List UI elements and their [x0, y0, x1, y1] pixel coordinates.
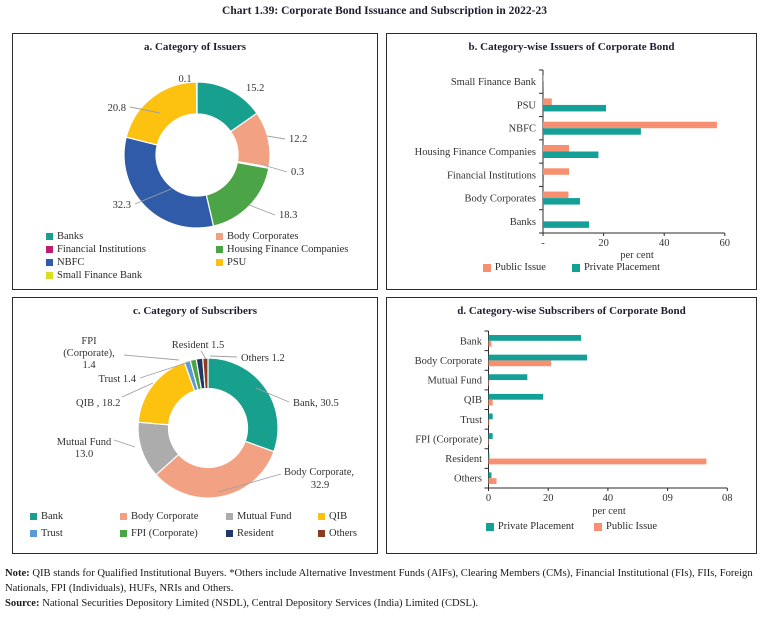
bar-public-issue-others [489, 478, 497, 484]
bar-category-label: Bank [459, 336, 482, 348]
bar-public-issue-qib [489, 400, 493, 406]
donut-callout-body-corporate: 32.9 [310, 480, 330, 491]
panel-b-title: b. Category-wise Issuers of Corporate Bond [468, 41, 675, 53]
bar-category-label: Housing Finance Companies [414, 147, 536, 158]
bar-category-label: Mutual Fund [427, 375, 482, 387]
donut-callout-fpi-corporate: FPI [81, 336, 97, 347]
panel-categorywise-issuers [386, 33, 757, 290]
x-tick-label: 60 [719, 238, 731, 249]
donut-slice-bank [208, 358, 278, 452]
panel-d-title: d. Category-wise Subscribers of Corporate Bond [457, 305, 686, 317]
legend-label: Financial Institutions [57, 244, 146, 255]
bar-public-issue-body-corporate [489, 360, 552, 366]
legend-swatch-bank [30, 513, 37, 520]
donut-callout-qib: QIB , 18.2 [76, 398, 121, 409]
page-title: Chart 1.39: Corporate Bond Issuance and Subscription in 2022-23 [222, 5, 547, 17]
callout-leader-line [124, 355, 179, 360]
bar-category-label: Others [454, 473, 482, 485]
legend-swatch-others [318, 530, 325, 537]
bar-public-issue-psu [543, 98, 552, 105]
donut-callout-nbfc: 32.3 [112, 200, 131, 211]
donut-slice-qib [138, 362, 194, 425]
bar-private-placement-fpi-corporate [489, 433, 493, 439]
legend-label: Body Corporates [227, 231, 299, 242]
x-tick-label: 08 [722, 493, 733, 504]
bar-category-label: Resident [445, 454, 482, 466]
legend-label: Banks [57, 231, 84, 242]
donut-callout-mutual-fund: Mutual Fund [56, 437, 112, 448]
legend-item-financial-institutions [46, 243, 216, 256]
note-label: Note: [5, 568, 30, 579]
donut-slice-housing-finance-companies [206, 162, 269, 226]
bar-public-issue-fpi-corporate [489, 439, 490, 445]
panel-category-of-issuers [12, 33, 378, 290]
legend-label: Private Placement [583, 262, 661, 273]
legend-swatch-private-placement [572, 264, 580, 272]
callout-leader-line [267, 136, 285, 139]
donut-callout-body-corporates: 12.2 [289, 134, 308, 145]
legend-swatch-housing-finance-companies [216, 246, 223, 253]
legend-label: Housing Finance Companies [227, 244, 349, 255]
x-tick-label: 0 [485, 493, 492, 504]
bar-category-label: Banks [509, 216, 536, 228]
x-tick-label: 20 [542, 493, 554, 504]
callout-leader-line [210, 356, 237, 357]
bar-public-issue-small-finance-bank [543, 75, 544, 82]
bar-private-placement-others [489, 472, 492, 478]
bar-public-issue-housing-finance-companies [543, 145, 569, 152]
callout-leader-line [249, 205, 275, 215]
legend-item-housing-finance-companies [216, 243, 348, 256]
note-text: QIB stands for Qualified Institutional Buyers. *Others include Alternative Investment Funds (AIFs), Clearing Members (CMs), Financial Institutional (FIs), FIIs, Foreign Nationals, FPI (Individuals), HUFs, NRIs and Others. [5, 568, 753, 595]
legend-label: FPI (Corporate) [131, 528, 198, 539]
legend-item-private-placement [486, 520, 574, 533]
legend-item-bank [30, 510, 120, 523]
donut-callout-resident: Resident 1.5 [171, 340, 225, 351]
x-axis-label: per cent [592, 506, 626, 517]
donut-callout-trust: Trust 1.4 [98, 374, 136, 385]
bar-public-issue-trust [489, 419, 490, 425]
x-tick-label: 40 [658, 238, 670, 249]
donut-callout-banks: 15.2 [246, 83, 265, 94]
bar-private-placement-body-corporates [543, 198, 580, 205]
x-axis-label: per cent [620, 250, 654, 261]
issuers-donut-legend [46, 230, 348, 282]
legend-label: Public Issue [606, 521, 658, 532]
footnote [5, 566, 765, 611]
donut-slice-nbfc [124, 137, 214, 228]
donut-callout-mutual-fund: 13.0 [74, 449, 94, 460]
bar-private-placement-body-corporate [489, 355, 588, 361]
panel-category-of-subscribers [12, 297, 378, 554]
donut-callout-body-corporate: Body Corporate, [284, 467, 354, 478]
legend-swatch-qib [318, 513, 325, 520]
legend-label: Bank [41, 511, 64, 522]
bar-public-issue-resident [489, 459, 707, 465]
legend-swatch-banks [46, 233, 53, 240]
bar-category-label: Financial Institutions [447, 170, 536, 182]
legend-item-resident [226, 527, 318, 540]
legend-label: NBFC [57, 257, 85, 268]
legend-swatch-body-corporate [120, 513, 127, 520]
legend-label: Mutual Fund [237, 511, 292, 522]
legend-swatch-psu [216, 259, 223, 266]
donut-callout-bank: Bank, 30.5 [293, 398, 339, 409]
legend-swatch-public-issue [594, 523, 602, 531]
legend-label: PSU [227, 257, 247, 268]
donut-callout-small-finance-bank: 0.1 [178, 74, 192, 85]
x-tick-label: 09 [662, 493, 673, 504]
legend-swatch-nbfc [46, 259, 53, 266]
bar-category-label: Small Finance Bank [450, 77, 536, 89]
x-tick-label: - [541, 238, 545, 249]
legend-item-public-issue [594, 520, 657, 533]
legend-swatch-trust [30, 530, 37, 537]
legend-item-qib [318, 510, 357, 523]
bar-private-placement-housing-finance-companies [543, 152, 598, 159]
donut-callout-financial-institutions: 0.3 [291, 167, 305, 178]
legend-swatch-resident [226, 530, 233, 537]
legend-item-trust [30, 527, 120, 540]
bar-category-label: NBFC [508, 123, 536, 135]
source-text: National Securities Depository Limited (NSDL), Central Depository Services (India) Limited (CDSL). [42, 598, 479, 610]
issuers-bar-chart [387, 34, 756, 289]
panel-categorywise-subscribers [386, 297, 757, 554]
bar-private-placement-nbfc [543, 128, 641, 135]
bar-private-placement-financial-institutions [543, 175, 544, 182]
bar-public-issue-financial-institutions [543, 168, 569, 175]
footnote-source [5, 596, 765, 611]
bar-public-issue-bank [489, 341, 492, 347]
legend-item-private-placement [572, 261, 660, 274]
legend-item-body-corporate [120, 510, 226, 523]
subscribers-donut-legend [30, 510, 357, 540]
legend-item-nbfc [46, 256, 216, 269]
legend-label: Body Corporate [131, 511, 199, 522]
legend-swatch-financial-institutions [46, 246, 53, 253]
bar-category-label: Body Corporates [464, 193, 536, 205]
panel-c-title: c. Category of Subscribers [132, 305, 258, 317]
donut-callout-psu: 20.8 [107, 103, 126, 114]
bar-private-placement-banks [543, 221, 589, 228]
subscribers-bar-chart [387, 298, 756, 553]
bar-private-placement-mutual-fund [489, 374, 528, 380]
legend-label: Trust [41, 528, 63, 539]
source-label: Source: [5, 598, 40, 610]
legend-label: Private Placement [497, 521, 575, 532]
legend-label: Public Issue [494, 262, 546, 273]
legend-item-banks [46, 230, 216, 243]
legend-swatch-public-issue [483, 264, 491, 272]
donut-callout-fpi-corporate: (Corporate), [63, 348, 115, 359]
legend-label: Others [329, 528, 357, 539]
legend-swatch-mutual-fund [226, 513, 233, 520]
legend-item-fpi-corporate [120, 527, 226, 540]
bar-category-label: PSU [516, 100, 536, 112]
panel-a-title: a. Category of Issuers [143, 41, 247, 53]
issuers-bar-legend [387, 261, 756, 274]
legend-label: QIB [329, 511, 348, 522]
legend-item-public-issue [483, 261, 546, 274]
bar-private-placement-trust [489, 414, 493, 420]
legend-item-psu [216, 256, 348, 269]
bar-category-label: FPI (Corporate) [415, 434, 482, 446]
donut-callout-housing-finance-companies: 18.3 [279, 210, 298, 221]
legend-label: Small Finance Bank [57, 270, 143, 281]
bar-private-placement-psu [543, 105, 606, 112]
bar-category-label: Trust [460, 414, 482, 426]
legend-swatch-body-corporates [216, 233, 223, 240]
footnote-note [5, 566, 765, 596]
legend-item-body-corporates [216, 230, 348, 243]
x-tick-label: 20 [598, 238, 609, 249]
bar-public-issue-body-corporates [543, 192, 568, 199]
bar-private-placement-resident [489, 453, 490, 459]
legend-swatch-fpi-corporate [120, 530, 127, 537]
legend-label: Resident [237, 528, 274, 539]
legend-item-others [318, 527, 357, 540]
bar-public-issue-nbfc [543, 122, 717, 129]
bar-category-label: Body Corporate [414, 355, 482, 367]
bar-public-issue-mutual-fund [489, 380, 490, 386]
legend-item-mutual-fund [226, 510, 318, 523]
donut-callout-others: Others 1.2 [241, 353, 285, 364]
donut-callout-fpi-corporate: 1.4 [82, 360, 96, 371]
donut-slice-psu [126, 82, 197, 145]
x-tick-label: 40 [602, 493, 614, 504]
bar-private-placement-bank [489, 335, 582, 341]
legend-swatch-small-finance-bank [46, 272, 53, 279]
bar-category-label: QIB [463, 395, 482, 407]
legend-item-small-finance-bank [46, 269, 216, 282]
callout-leader-line [114, 440, 135, 447]
subscribers-bar-legend [387, 520, 756, 533]
legend-swatch-private-placement [486, 523, 494, 531]
bar-private-placement-qib [489, 394, 544, 400]
bar-private-placement-small-finance-bank [543, 82, 544, 89]
